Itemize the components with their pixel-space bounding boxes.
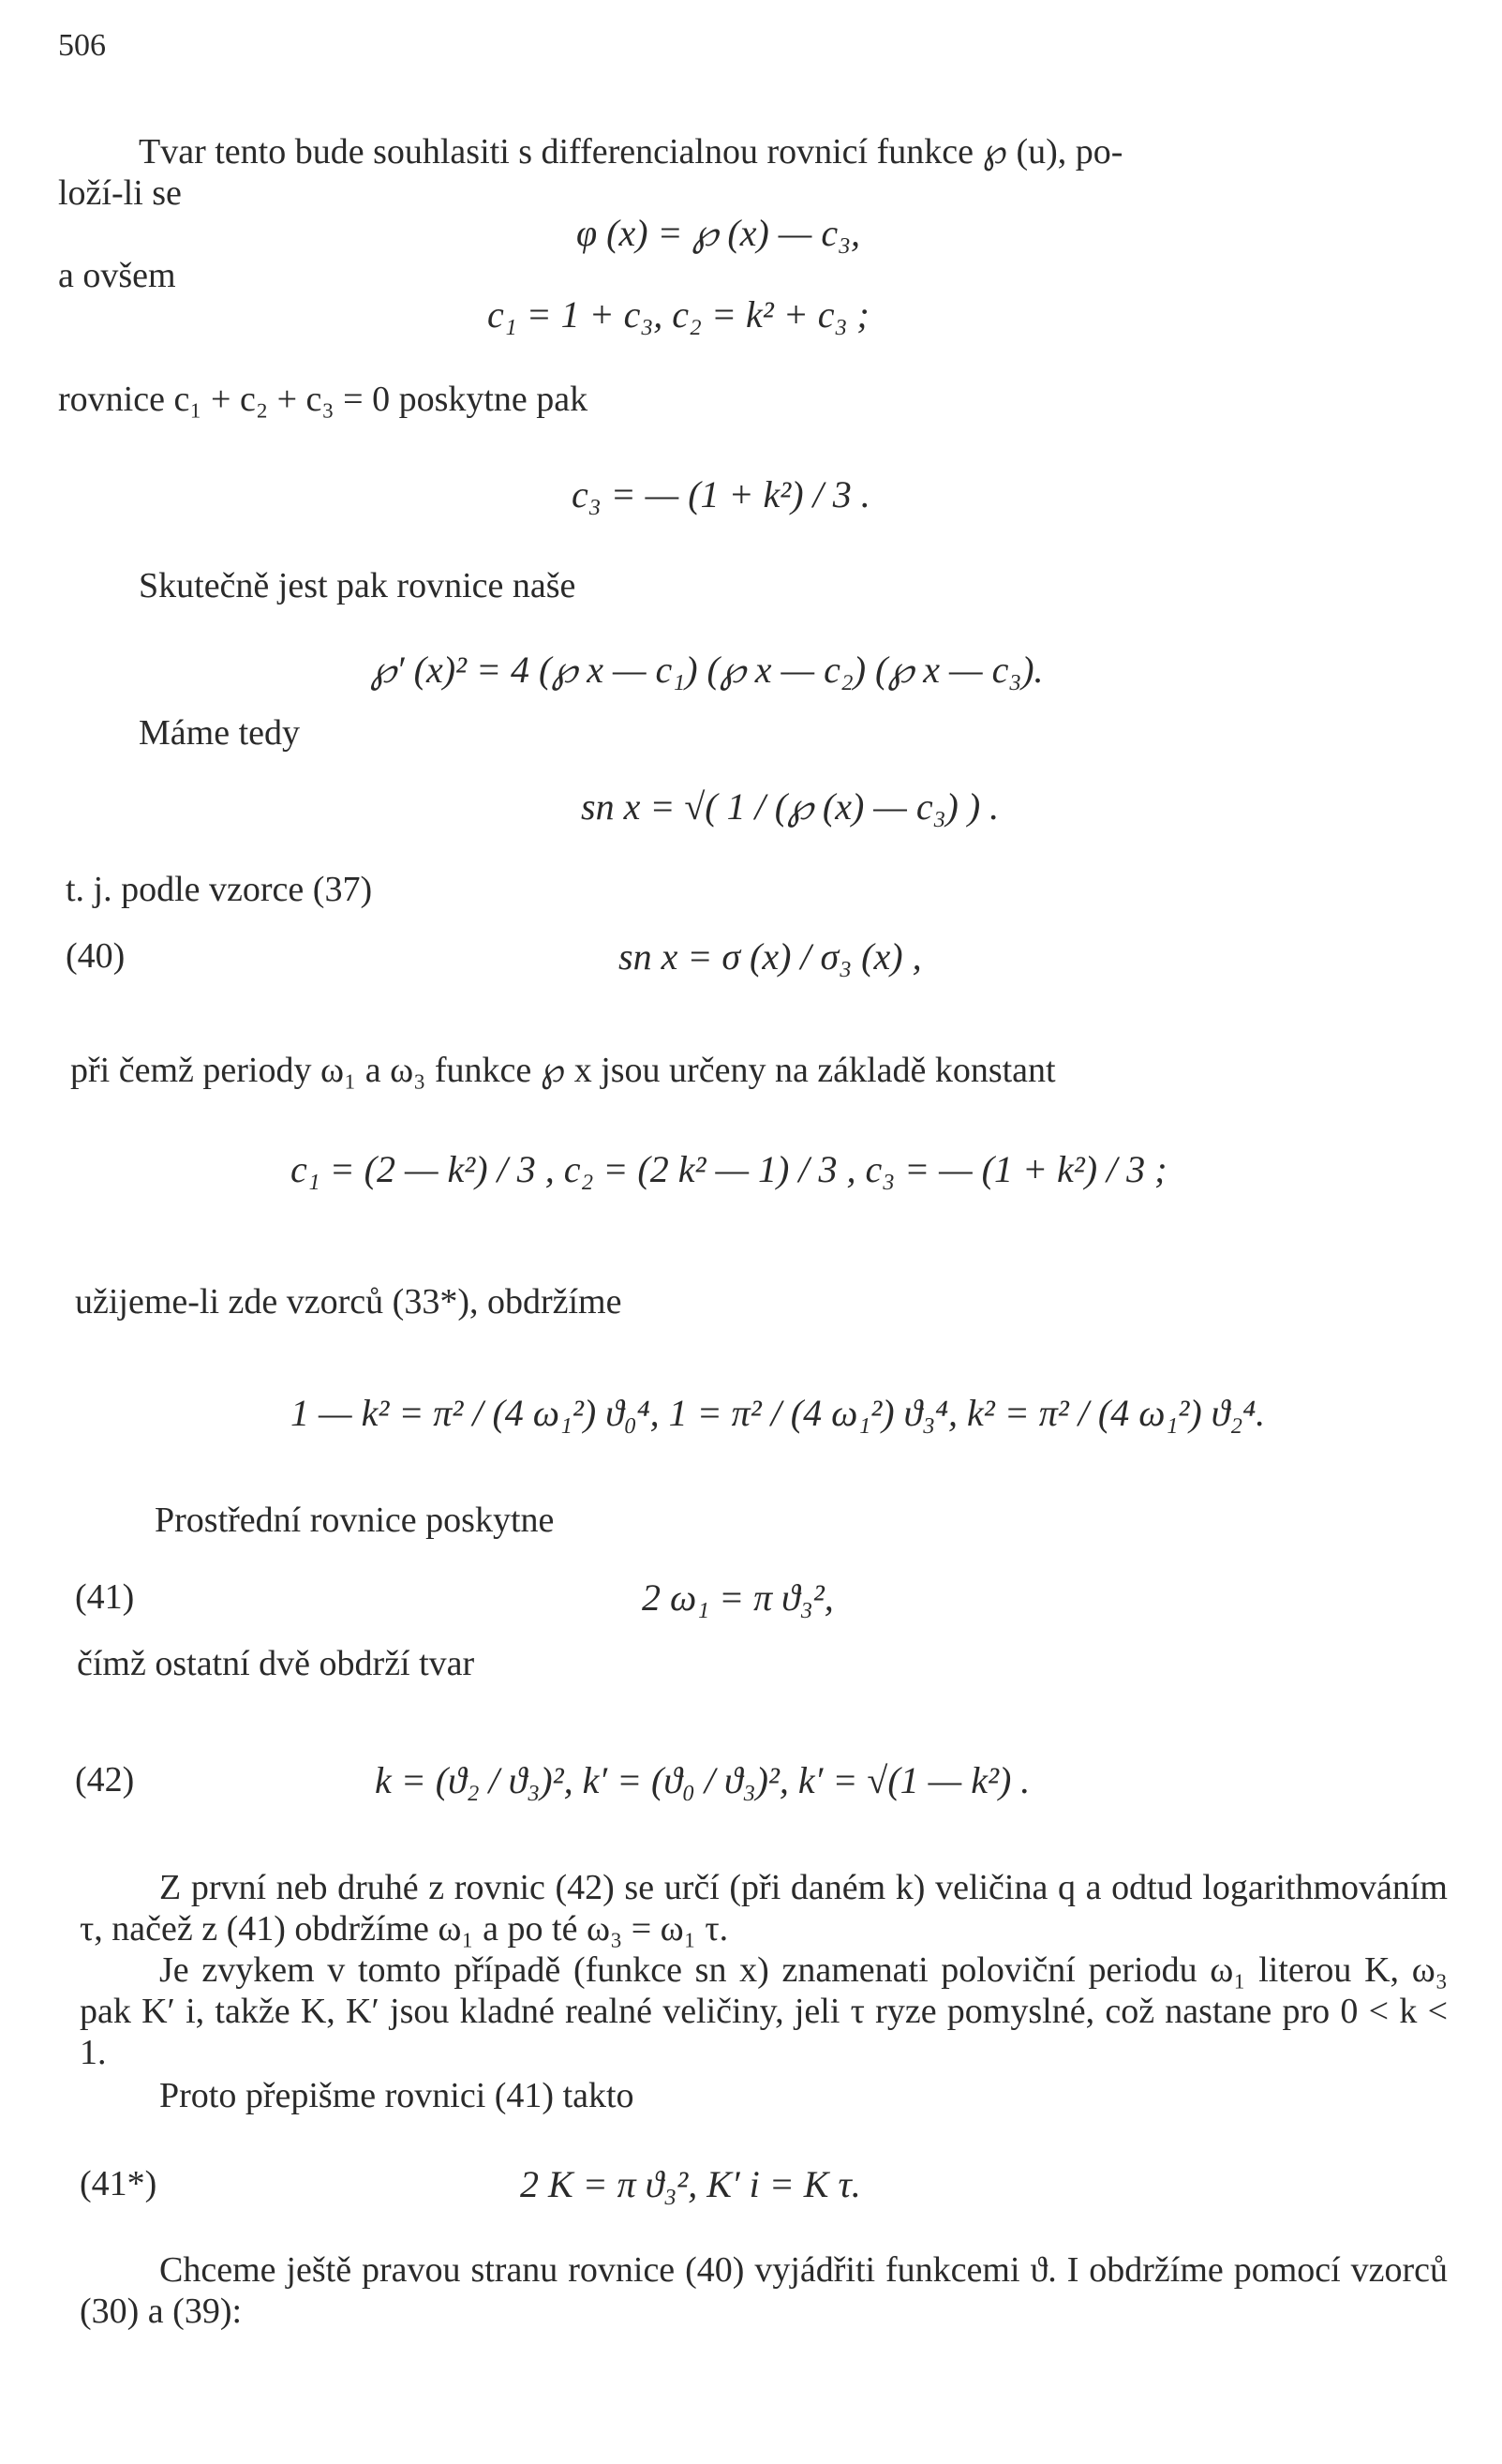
page-number: 506: [58, 28, 106, 63]
label-41: (41): [75, 1577, 135, 1617]
equation-phi: φ (x) = ℘ (x) — c₃,: [576, 212, 861, 254]
equation-sn-sigma: sn x = σ (x) / σ₃ (x) ,: [618, 935, 922, 978]
equation-weierstrass: ℘′ (x)² = 4 (℘ x — c₁) (℘ x — c₂) (℘ x — c₃).: [370, 649, 1044, 691]
label-42: (42): [75, 1760, 135, 1799]
equation-omega1: 2 ω₁ = π ϑ₃²,: [642, 1576, 834, 1619]
text-line-5: Skutečně jest pak rovnice naše: [139, 566, 576, 605]
text-line-10: Prostřední rovnice poskytne: [155, 1501, 555, 1540]
paragraph-2: Je zvykem v tomto případě (funkce sn x) znamenati poloviční periodu ω₁ literou K, ω₃ pak K′ i, takže K, K′ jsou kladné realné veličiny, jeli τ ryze pomyslné, což nastane pro 0 < k < 1.: [80, 1950, 1448, 2072]
text-line-1: Tvar tento bude souhlasiti s differencialnou rovnicí funkce ℘ (u), po-: [139, 132, 1123, 172]
text-line-2: loží-li se: [58, 173, 182, 213]
text-line-4: rovnice c₁ + c₂ + c₃ = 0 poskytne pak: [58, 380, 588, 419]
label-40: (40): [66, 936, 126, 976]
equation-c3: c₃ = — (1 + k²) / 3 .: [572, 473, 870, 515]
equation-constants: c₁ = (2 — k²) / 3 , c₂ = (2 k² — 1) / 3 , c₃ = — (1 + k²) / 3 ;: [290, 1148, 1167, 1190]
equation-theta-relations: 1 — k² = π² / (4 ω₁²) ϑ₀⁴, 1 = π² / (4 ω₁²) ϑ₃⁴, k² = π² / (4 ω₁²) ϑ₂⁴.: [290, 1392, 1266, 1434]
text-line-11: čímž ostatní dvě obdrží tvar: [77, 1644, 475, 1683]
label-41-star: (41*): [80, 2164, 157, 2203]
text-line-8: při čemž periody ω₁ a ω₃ funkce ℘ x jsou určeny na základě konstant: [70, 1051, 1056, 1090]
equation-c1-c2: c₁ = 1 + c₃, c₂ = k² + c₃ ;: [487, 293, 870, 336]
equation-modulus: k = (ϑ₂ / ϑ₃)², k′ = (ϑ₀ / ϑ₃)², k′ = √(1 — k²) .: [375, 1759, 1031, 1801]
paragraph-3: Proto přepišme rovnici (41) takto: [159, 2076, 634, 2115]
equation-sn-sqrt: sn x = √( 1 / (℘ (x) — c₃) ) .: [581, 785, 1000, 828]
text-line-9: užijeme-li zde vzorců (33*), obdržíme: [75, 1282, 622, 1322]
paragraph-4: Chceme ještě pravou stranu rovnice (40) vyjádřiti funkcemi ϑ. I obdržíme pomocí vzorců (30) a (39):: [80, 2250, 1448, 2331]
text-line-3: a ovšem: [58, 256, 176, 295]
equation-K: 2 K = π ϑ₃², K′ i = K τ.: [520, 2163, 861, 2205]
text-line-6: Máme tedy: [139, 713, 301, 753]
text-line-7: t. j. podle vzorce (37): [66, 870, 373, 909]
paragraph-1: Z první neb druhé z rovnic (42) se určí (při daném k) veličina q a odtud logarithmováním τ, načež z (41) obdržíme ω₁ a po té ω₃ = ω₁ τ.: [80, 1868, 1448, 1949]
